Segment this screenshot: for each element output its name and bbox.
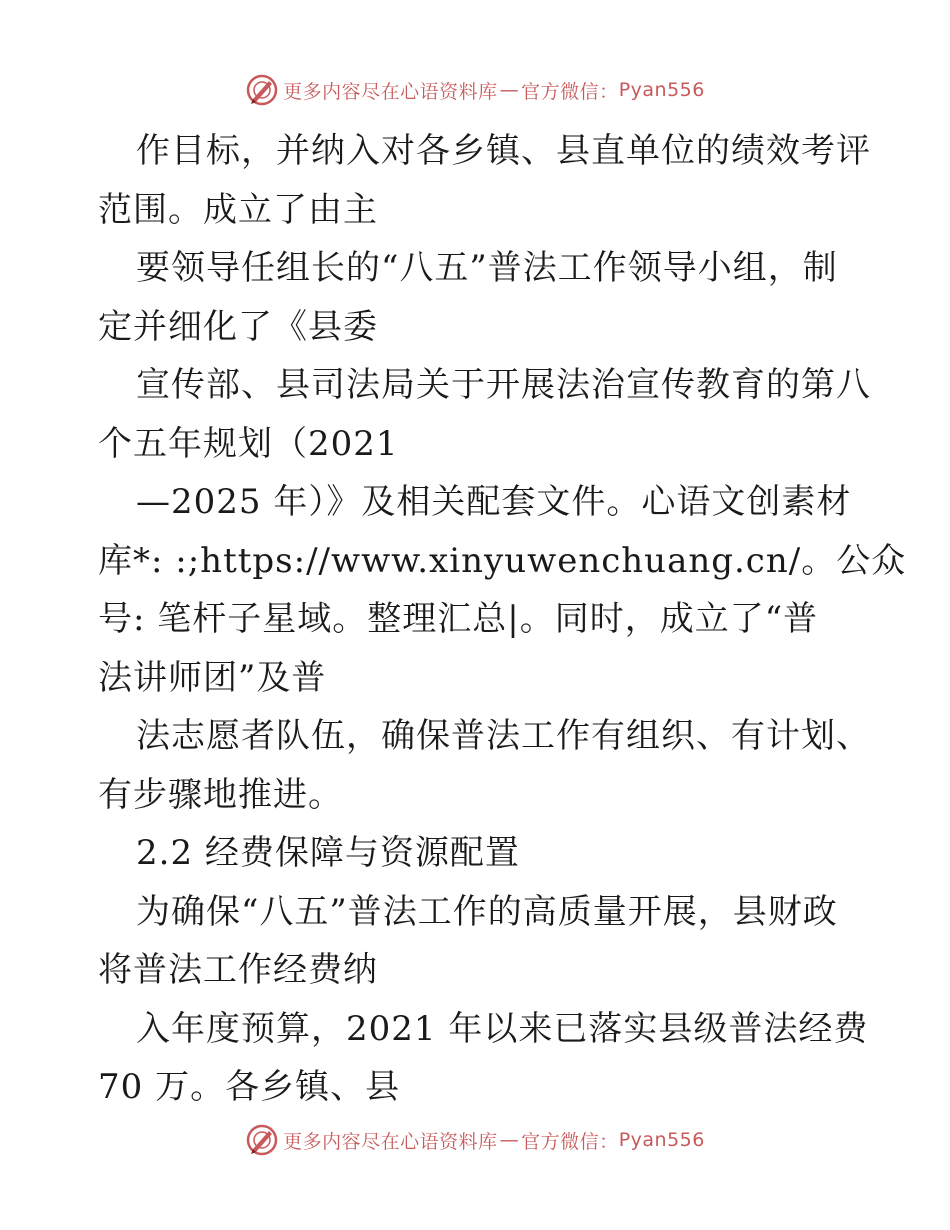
watermark-dash: — [499, 79, 520, 101]
document-body [98, 122, 907, 1117]
header-watermark [0, 70, 950, 110]
watermark-dash: — [499, 1129, 520, 1151]
text-line: 定并细化了《县委 [98, 306, 378, 347]
watermark-contact-label: 官方微信： [521, 80, 619, 103]
watermark-site-text: 更多内容尽在心语资料库 [283, 80, 498, 103]
text-line: 号: 笔杆子星域。整理汇总|。同时，成立了“普 [98, 599, 819, 639]
watermark-contact-label: 官方微信： [521, 1130, 619, 1153]
text-line: 库*: :;https://www.xinyuwenchuang.cn/。公众 [98, 540, 907, 581]
text-line: 70 万。各乡镇、县 [98, 1067, 401, 1107]
text-line: 宣传部、县司法局关于开展法治宣传教育的第八 [136, 365, 871, 405]
text-line: 将普法工作经费纳 [98, 950, 378, 990]
text-line: 为确保“八五”普法工作的高质量开展，县财政 [136, 891, 838, 932]
pen-logo-icon [245, 1123, 279, 1157]
watermark-contact-id: Pyan556 [618, 79, 705, 101]
text-line: 范围。成立了由主 [98, 189, 378, 230]
watermark-site-text: 更多内容尽在心语资料库 [283, 1130, 498, 1153]
text-line: 作目标，并纳入对各乡镇、县直单位的绩效考评 [136, 131, 871, 171]
text-line: 法讲师团”及普 [98, 657, 327, 698]
text-line: 法志愿者队伍，确保普法工作有组织、有计划、 [136, 716, 871, 756]
pen-logo-icon [245, 73, 279, 107]
text-line: 入年度预算，2021 年以来已落实县级普法经费 [136, 1008, 869, 1049]
text-line: 有步骤地推进。 [98, 774, 343, 815]
text-line: 个五年规划（2021 [98, 423, 399, 464]
section-heading: 2.2 经费保障与资源配置 [136, 833, 520, 873]
footer-watermark [0, 1120, 950, 1160]
watermark-contact-id: Pyan556 [618, 1129, 705, 1151]
text-line: 要领导任组长的“八五”普法工作领导小组，制 [136, 248, 838, 288]
text-line: —2025 年）》及相关配套文件。心语文创素材 [136, 482, 852, 522]
